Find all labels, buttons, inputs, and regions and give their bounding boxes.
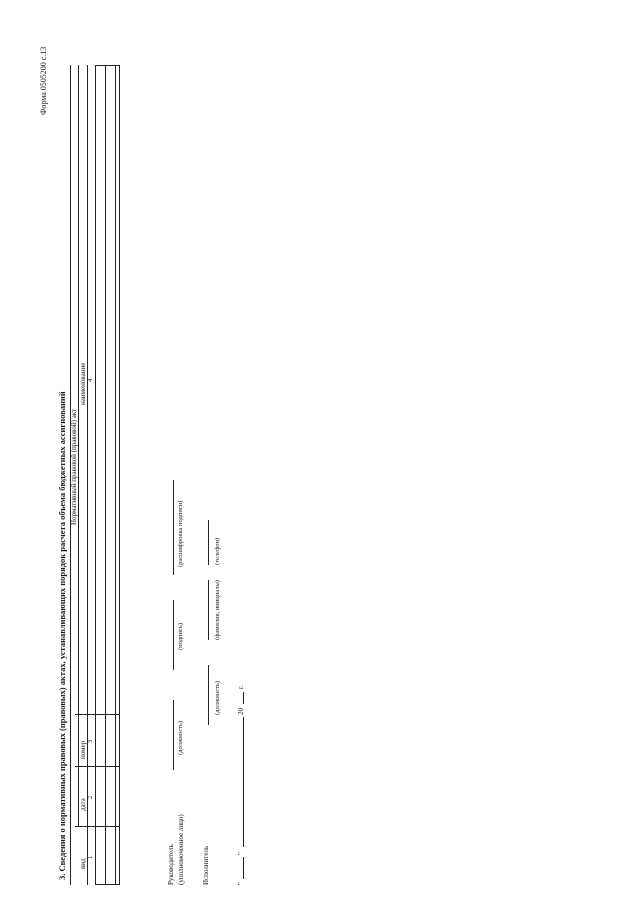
head-label: Руководитель — [167, 844, 175, 885]
date-year-suffix: г. — [237, 685, 245, 689]
executor-phone-line — [208, 520, 209, 565]
date-month-line — [243, 717, 244, 847]
col-divider — [75, 766, 119, 767]
caption-decoding: (расшифровка подписи) — [177, 500, 184, 567]
form-page — [20, 25, 620, 885]
signature-line — [173, 600, 174, 670]
col-header-number: номер — [79, 740, 87, 759]
executor-label: Исполнитель — [202, 845, 210, 885]
date-quote-open: " — [237, 882, 245, 885]
col-number-1: 1 — [87, 855, 94, 859]
date-year-line — [243, 692, 244, 704]
caption-position: (должность) — [177, 720, 184, 755]
group-header: Нормативный правовой (правовой) акт — [70, 408, 78, 525]
caption-phone: (телефон) — [214, 537, 221, 565]
position-line — [173, 700, 174, 770]
executor-position-line — [208, 665, 209, 725]
date-year-prefix: 20 — [237, 708, 245, 715]
col-divider — [75, 714, 119, 715]
caption-signature: (подпись) — [177, 623, 184, 650]
caption-name: (фамилия, инициалы) — [214, 580, 221, 640]
section-title: 3. Сведения о нормативных правовых (правовых) актах, устанавливающих порядок расчета объема бюджетных ассигнований — [57, 391, 67, 880]
decoding-line — [173, 480, 174, 575]
col-number-2: 2 — [87, 795, 94, 799]
form-id: Форма 0505200 с.13 — [39, 46, 48, 115]
caption-position-2: (должность) — [214, 680, 221, 715]
col-header-date: дата — [79, 798, 87, 811]
col-number-4: 4 — [87, 378, 94, 382]
head-label-sub: (уполномоченное лицо) — [177, 814, 185, 885]
col-header-kind: вид — [79, 858, 87, 869]
col-header-name: наименование — [79, 362, 87, 405]
date-day-line — [243, 857, 244, 879]
col-divider — [75, 826, 119, 827]
date-quote-close: " — [237, 852, 245, 855]
group-header-divider — [78, 65, 79, 827]
executor-name-line — [208, 580, 209, 640]
header-divider — [87, 65, 88, 885]
col-number-3: 3 — [87, 739, 94, 743]
data-rows-box — [95, 65, 120, 885]
